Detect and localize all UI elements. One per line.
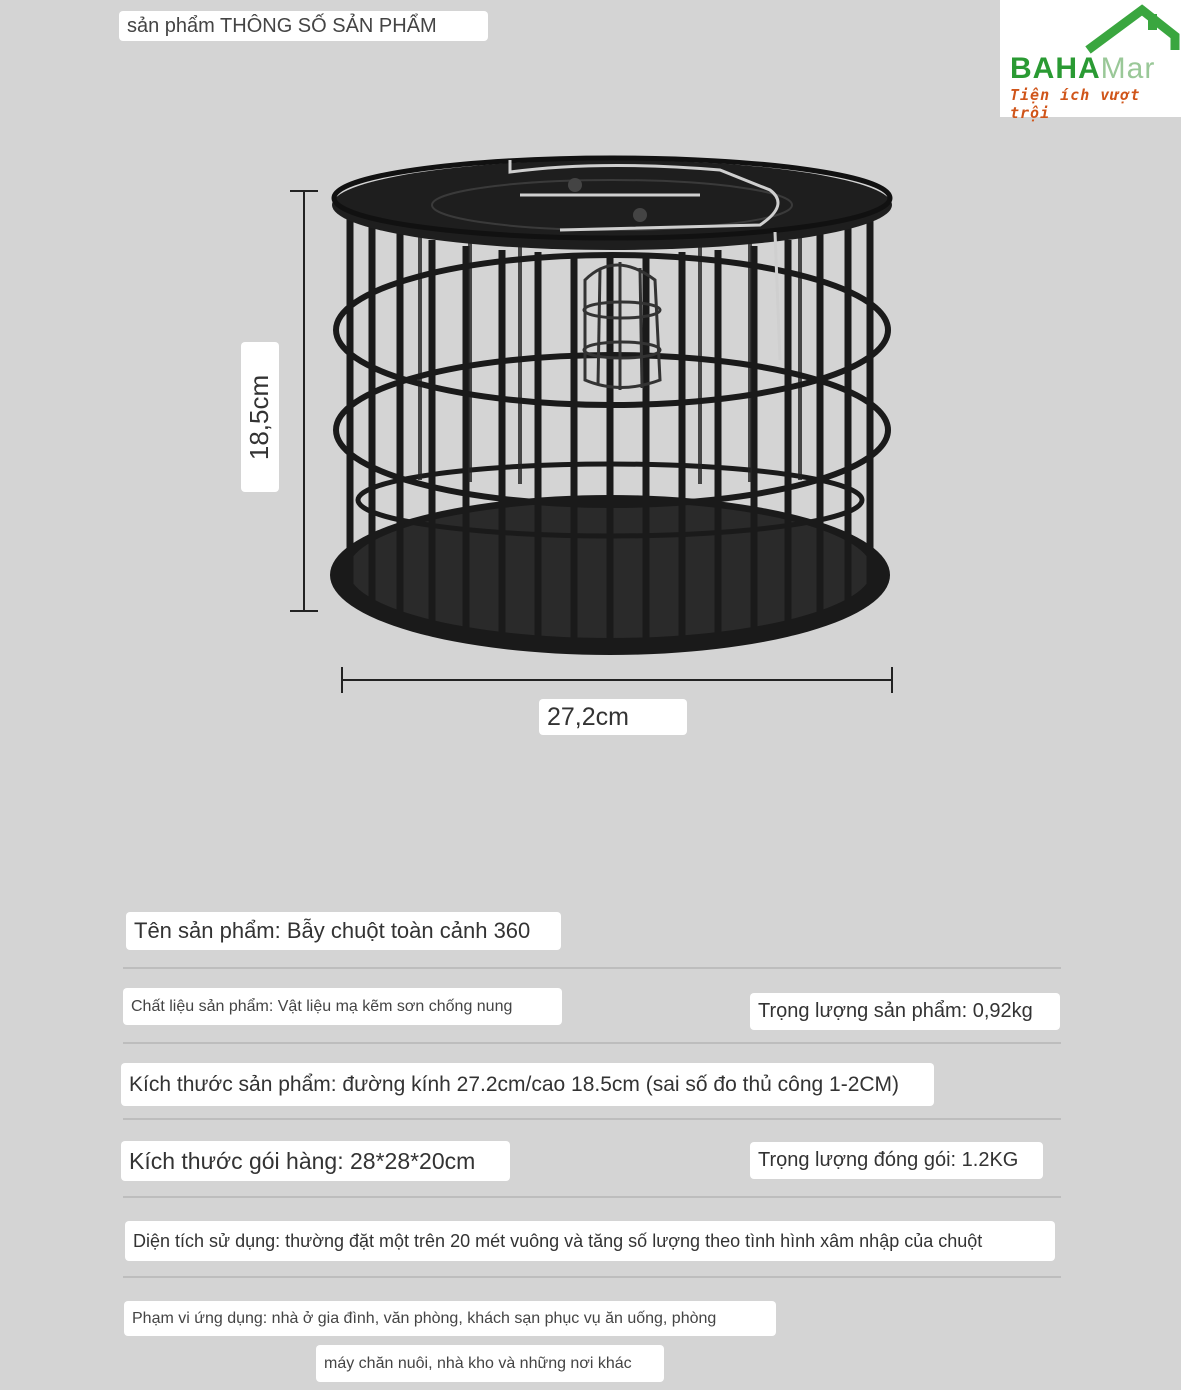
spec-usage-area: Diện tích sử dụng: thường đặt một trên 20 mét vuông và tăng số lượng theo tình hình xâm nhập của chuột — [125, 1221, 1055, 1261]
width-dimension — [342, 667, 892, 693]
spec-application-line2: máy chăn nuôi, nhà kho và những nơi khác — [316, 1345, 664, 1382]
spec-application-line1: Phạm vi ứng dụng: nhà ở gia đình, văn phòng, khách sạn phục vụ ăn uống, phòng — [124, 1301, 776, 1336]
height-label: 18,5cm — [241, 342, 279, 492]
divider — [123, 1276, 1061, 1278]
divider — [123, 967, 1061, 969]
spec-package-weight: Trọng lượng đóng gói: 1.2KG — [750, 1142, 1043, 1179]
spec-material: Chất liệu sản phẩm: Vật liệu mạ kẽm sơn chống nung — [123, 988, 562, 1025]
width-label: 27,2cm — [539, 699, 687, 735]
divider — [123, 1118, 1061, 1120]
logo-wordmark: BAHAMar — [1010, 52, 1156, 85]
divider — [123, 1196, 1061, 1198]
spec-size: Kích thước sản phẩm: đường kính 27.2cm/cao 18.5cm (sai số đo thủ công 1-2CM) — [121, 1063, 934, 1106]
spec-product-name: Tên sản phẩm: Bẫy chuột toàn cảnh 360 — [126, 912, 561, 950]
height-dimension — [290, 191, 318, 611]
page-title: sản phẩm THÔNG SỐ SẢN PHẨM — [119, 11, 488, 41]
spec-package-size: Kích thước gói hàng: 28*28*20cm — [121, 1141, 510, 1181]
spec-weight: Trọng lượng sản phẩm: 0,92kg — [750, 993, 1060, 1030]
divider — [123, 1042, 1061, 1044]
logo-slogan: Tiện ích vượt trội — [1010, 86, 1141, 122]
